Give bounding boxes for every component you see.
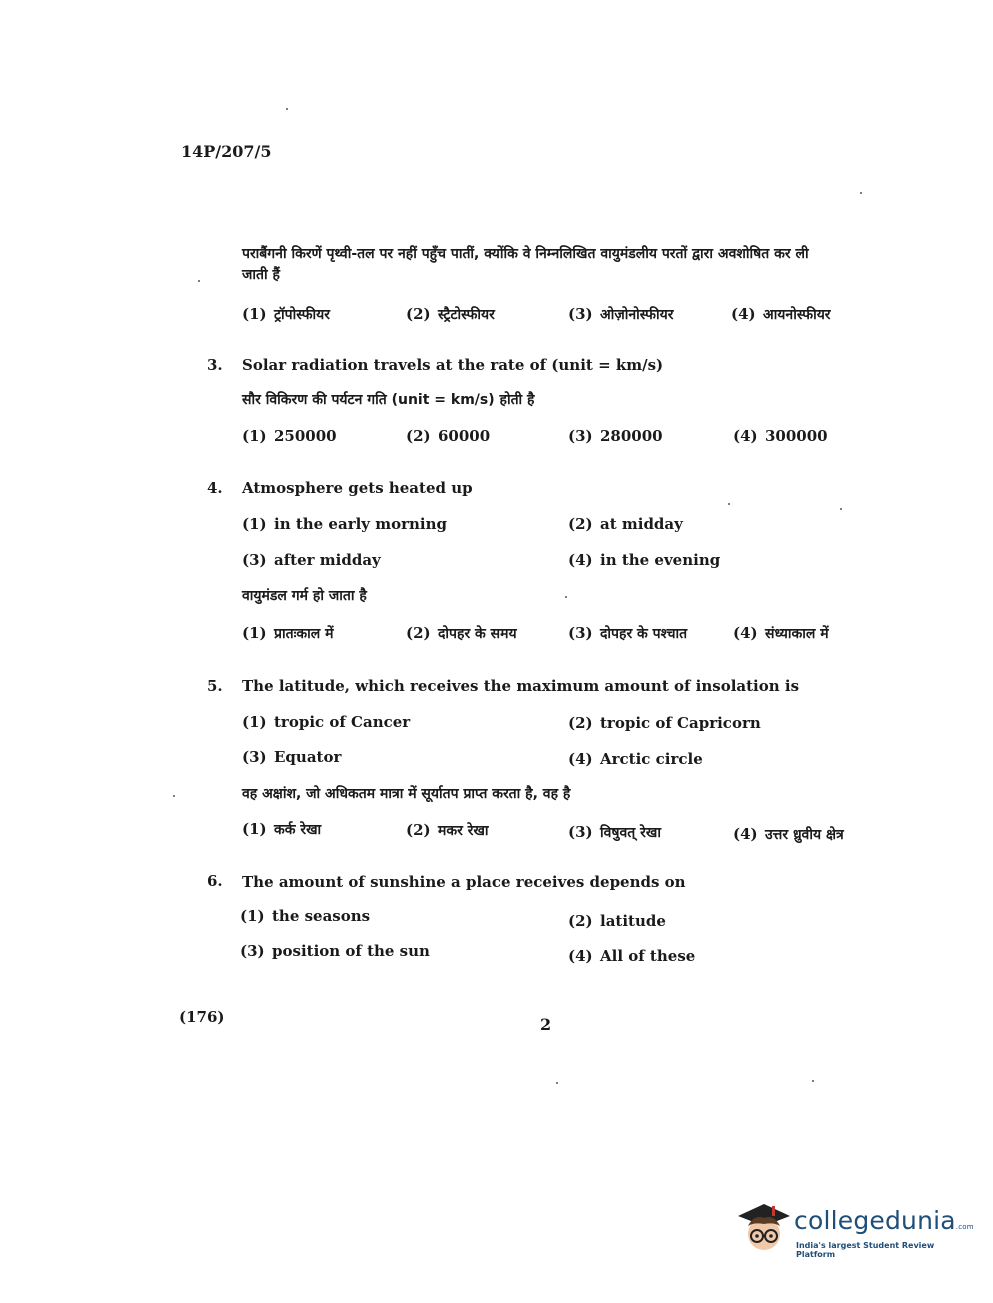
scan-speck [728, 503, 730, 505]
scan-speck [198, 280, 200, 282]
q4-hindi-option-1: (1) प्रातःकाल में [242, 624, 334, 642]
q5-english-option-4: (4) Arctic circle [568, 750, 703, 768]
q5-english-option-1: (1) tropic of Cancer [242, 713, 411, 731]
q4-number: 4. [207, 479, 223, 497]
q3-english-text: Solar radiation travels at the rate of (unit = km/s) [242, 356, 664, 374]
scan-speck [556, 1082, 558, 1084]
q3-option-2: (2) 60000 [406, 427, 491, 445]
q5-hindi-text: वह अक्षांश, जो अधिकतम मात्रा में सूर्यातप प्राप्त करता है, वह है [242, 786, 571, 802]
q2-option-4: (4) आयनोस्फीयर [731, 305, 831, 323]
q4-english-option-2: (2) at midday [568, 515, 683, 533]
q6-english-option-1: (1) the seasons [240, 907, 371, 925]
q6-english-text: The amount of sunshine a place receives depends on [242, 873, 686, 891]
scan-speck [840, 508, 842, 510]
q4-english-option-3: (3) after midday [242, 551, 381, 569]
q4-hindi-text: वायुमंडल गर्म हो जाता है [242, 588, 367, 604]
scan-speck [565, 596, 567, 598]
q5-hindi-option-1: (1) कर्क रेखा [242, 820, 322, 838]
scan-speck [860, 192, 862, 194]
q5-english-option-2: (2) tropic of Capricorn [568, 714, 761, 732]
q6-english-option-3: (3) position of the sun [240, 942, 430, 960]
brand-tagline: India's largest Student Review Platform [796, 1241, 935, 1259]
scan-speck [173, 795, 175, 797]
q4-hindi-option-2: (2) दोपहर के समय [406, 624, 517, 642]
q4-english-option-4: (4) in the evening [568, 551, 721, 569]
q4-hindi-option-3: (3) दोपहर के पश्चात [568, 624, 688, 642]
page-number: 2 [540, 1015, 552, 1034]
q3-hindi-text: सौर विकिरण की पर्यटन गति (unit = km/s) होती है [242, 392, 535, 408]
brand-name: collegedunia.com [794, 1206, 974, 1235]
q5-hindi-option-3: (3) विषुवत् रेखा [568, 823, 661, 841]
q3-option-4: (4) 300000 [733, 427, 828, 445]
collegedunia-watermark [734, 1196, 974, 1259]
q6-number: 6. [207, 872, 223, 890]
q5-hindi-option-4: (4) उत्तर ध्रुवीय क्षेत्र [733, 825, 844, 843]
q2-hindi-line-1: पराबैंगनी किरणें पृथ्वी-तल पर नहीं पहुँच पातीं, क्योंकि वे निम्नलिखित वायुमंडलीय परतों द्वारा अवशोषित कर ली [242, 246, 809, 262]
q2-option-2: (2) स्ट्रैटोस्फीयर [406, 305, 495, 323]
q4-hindi-option-4: (4) संध्याकाल में [733, 624, 829, 642]
scan-speck [286, 108, 288, 110]
q6-english-option-2: (2) latitude [568, 912, 666, 930]
booklet-code: (176) [179, 1008, 225, 1026]
brand-suffix: .com [955, 1223, 974, 1231]
q2-option-3: (3) ओज़ोनोस्फीयर [568, 305, 674, 323]
scan-speck [812, 1080, 814, 1082]
q5-english-text: The latitude, which receives the maximum amount of insolation is [242, 677, 800, 695]
q3-option-3: (3) 280000 [568, 427, 663, 445]
q2-hindi-line-2: जाती हैं [242, 267, 280, 283]
q4-english-option-1: (1) in the early morning [242, 515, 448, 533]
paper-code: 14P/207/5 [181, 142, 272, 161]
q4-english-text: Atmosphere gets heated up [242, 479, 473, 497]
q3-number: 3. [207, 356, 223, 374]
q6-english-option-4: (4) All of these [568, 947, 696, 965]
q5-hindi-option-2: (2) मकर रेखा [406, 821, 489, 839]
q5-number: 5. [207, 677, 223, 695]
q2-option-1: (1) ट्रॉपोस्फीयर [242, 305, 330, 323]
q5-english-option-3: (3) Equator [242, 748, 342, 766]
student-mascot-icon [734, 1196, 792, 1258]
q3-option-1: (1) 250000 [242, 427, 337, 445]
